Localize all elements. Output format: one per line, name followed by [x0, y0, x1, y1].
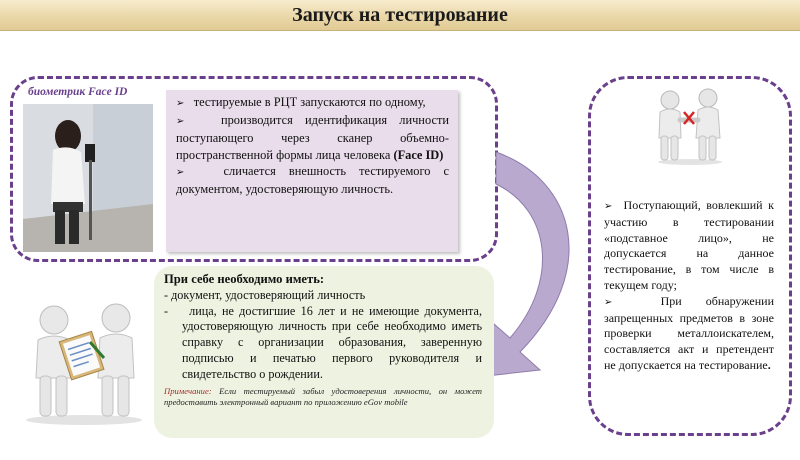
requirements-header: При себе необходимо иметь:	[164, 272, 325, 286]
footnote: Примечание: Если тестируемый забыл удостоверения личности, он может предоставить электронный вариант по приложению eGov mobile	[164, 385, 482, 407]
photo-label: биометрик Face ID	[28, 86, 128, 98]
requirement-item: - документ, удостоверяющий личность	[164, 287, 366, 302]
rule-item: ➢ При обнаружении запрещенных предметов в зоне проверки металлоискателем, составляется акт и претендент не допускается на тестирование.	[604, 293, 774, 372]
bullet-item: ➢ сличается внешность тестируемого с документом, удостоверяющую личность.	[176, 163, 449, 197]
people-document-icon	[20, 296, 148, 426]
rule-item: ➢ Поступающий, вовлекший к участию в тестировании «подставное лицо», не допускается на данное тестирование, в том числе в текущем году;	[604, 198, 774, 292]
page-title: Запуск на тестирование	[292, 4, 508, 26]
title-bar	[0, 0, 800, 31]
bullet-item: ➢ производится идентификация личности поступающего через сканер объемно-пространственной формы лица человека (Face ID)	[176, 113, 449, 162]
checkmark-arrow-icon: ➢	[176, 116, 185, 128]
people-handshake-icon	[650, 86, 730, 166]
checkmark-arrow-icon: ➢	[176, 166, 185, 178]
requirement-item: - лица, не достигшие 16 лет и не имеющие документа, удостоверяющую личность при себе необходимо иметь справку с организации образования, заверенную подписью и печатью первого руководителя и свидетельство о рождении.	[164, 303, 482, 381]
face-id-photo	[23, 104, 153, 252]
bullets-top-box	[166, 90, 458, 252]
checkmark-arrow-icon: ➢	[176, 98, 185, 109]
requirements-box	[154, 266, 494, 438]
checkmark-arrow-icon: ➢	[604, 296, 613, 308]
checkmark-arrow-icon: ➢	[604, 201, 613, 212]
bullet-item: ➢ тестируемые в РЦТ запускаются по одному,	[176, 95, 426, 109]
rules-text	[604, 198, 774, 374]
